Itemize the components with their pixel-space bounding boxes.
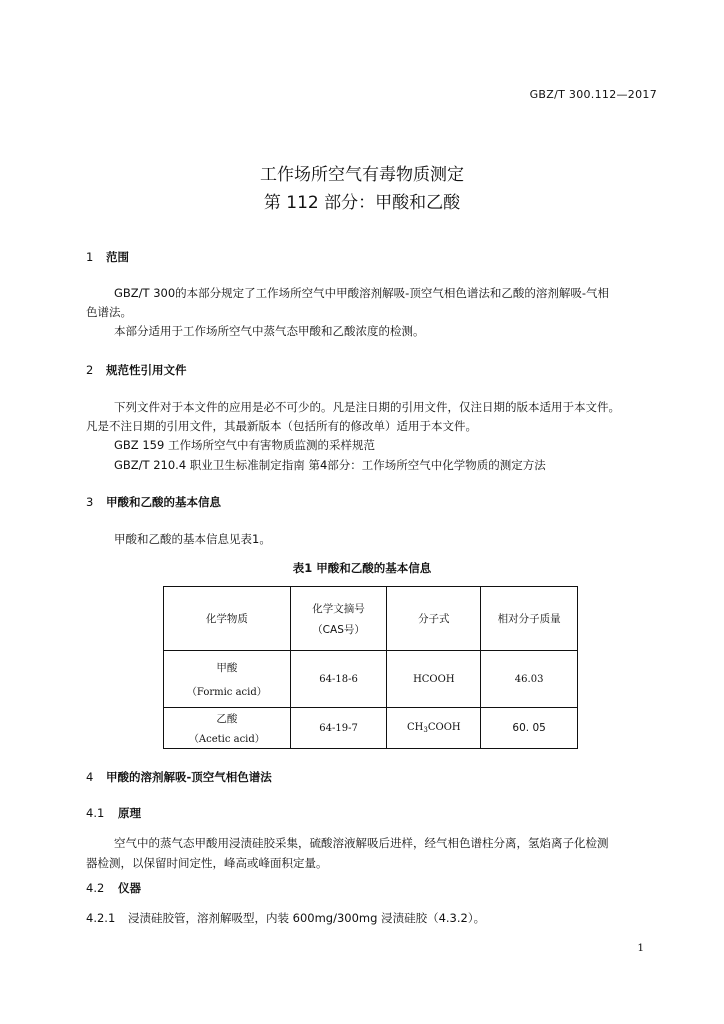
section-1-heading (86, 249, 129, 265)
clause-text: 浸渍硅胶管，溶剂解吸型，内装 600mg/300mg 浸渍硅胶（4.3.2）。 (128, 911, 486, 925)
substance-cell (164, 708, 291, 749)
substance-cell (164, 651, 291, 708)
paragraph: 甲酸和乙酸的基本信息见表1。 (114, 532, 271, 546)
formula-part: COOH (427, 722, 461, 733)
section-number: 1 (86, 250, 94, 264)
clause-4-2-1 (86, 908, 485, 928)
reference-item: GBZ 159 工作场所空气中有害物质监测的采样规范 (114, 438, 375, 452)
section-number: 4.2 (86, 881, 105, 895)
paragraph: 下列文件对于本文件的应用是必不可少的。凡是注日期的引用文件，仅注日期的版本适用于本文件。 (114, 400, 620, 414)
section-title: 仪器 (118, 881, 141, 895)
paragraph: 色谱法。 (86, 305, 132, 319)
table-header-row (164, 587, 578, 651)
section-title: 甲酸的溶剂解吸-顶空气相色谱法 (106, 770, 272, 784)
document-title: 工作场所空气有毒物质测定 (260, 165, 464, 185)
substance-name: 乙酸 (216, 713, 238, 725)
cas-cell: 64-18-6 (290, 651, 387, 708)
standard-number: GBZ/T 300.112—2017 (529, 88, 657, 101)
table-row (164, 651, 578, 708)
section-title: 原理 (118, 806, 141, 820)
section-number: 4 (86, 770, 94, 784)
document-subtitle: 第 112 部分：甲酸和乙酸 (263, 193, 461, 213)
paragraph: GBZ/T 300的本部分规定了工作场所空气中甲酸溶剂解吸-顶空气相色谱法和乙酸的溶剂解吸-气相 (114, 286, 609, 300)
formula-cell (387, 708, 481, 749)
paragraph: 本部分适用于工作场所空气中蒸气态甲酸和乙酸浓度的检测。 (114, 324, 425, 338)
mw-cell: 46.03 (481, 651, 578, 708)
cas-cell: 64-19-7 (290, 708, 387, 749)
clause-number: 4.2.1 (86, 911, 116, 925)
section-number: 2 (86, 363, 94, 377)
table-row (164, 708, 578, 749)
section-3-heading (86, 494, 221, 510)
substance-name-en: （Acetic acid） (188, 734, 265, 745)
formula-subscript: 3 (423, 726, 428, 734)
formula-cell: HCOOH (387, 651, 481, 708)
header-cas (290, 587, 387, 651)
header-molecular-weight: 相对分子质量 (481, 587, 578, 651)
header-substance: 化学物质 (164, 587, 291, 651)
section-title: 规范性引用文件 (106, 363, 187, 377)
paragraph: 空气中的蒸气态甲酸用浸渍硅胶采集，硫酸溶液解吸后进样，经气相色谱柱分离，氢焰离子化检测 (114, 836, 609, 850)
header-formula: 分子式 (387, 587, 481, 651)
header-cas-line2: （CAS号） (312, 623, 365, 636)
paragraph: 器检测，以保留时间定性，峰高或峰面积定量。 (86, 856, 328, 870)
formula-part: CH (407, 722, 424, 733)
section-2-heading (86, 362, 187, 378)
table-caption: 表1 甲酸和乙酸的基本信息 (292, 561, 432, 575)
reference-item: GBZ/T 210.4 职业卫生标准制定指南 第4部分：工作场所空气中化学物质的测定方法 (114, 458, 546, 472)
substance-name-en: （Formic acid） (186, 687, 267, 698)
section-4-heading (86, 769, 272, 785)
mw-cell: 60. 05 (481, 708, 578, 749)
section-number: 3 (86, 495, 94, 509)
section-4-2-heading (86, 880, 141, 896)
section-number: 4.1 (86, 806, 105, 820)
paragraph: 凡是不注日期的引用文件，其最新版本（包括所有的修改单）适用于本文件。 (86, 419, 477, 433)
page-number: 1 (637, 942, 644, 954)
section-title: 范围 (106, 250, 129, 264)
section-4-1-heading (86, 805, 141, 821)
section-title: 甲酸和乙酸的基本信息 (106, 495, 221, 509)
substance-name: 甲酸 (216, 662, 238, 674)
header-cas-line1: 化学文摘号 (312, 602, 365, 615)
basic-info-table (163, 586, 578, 749)
